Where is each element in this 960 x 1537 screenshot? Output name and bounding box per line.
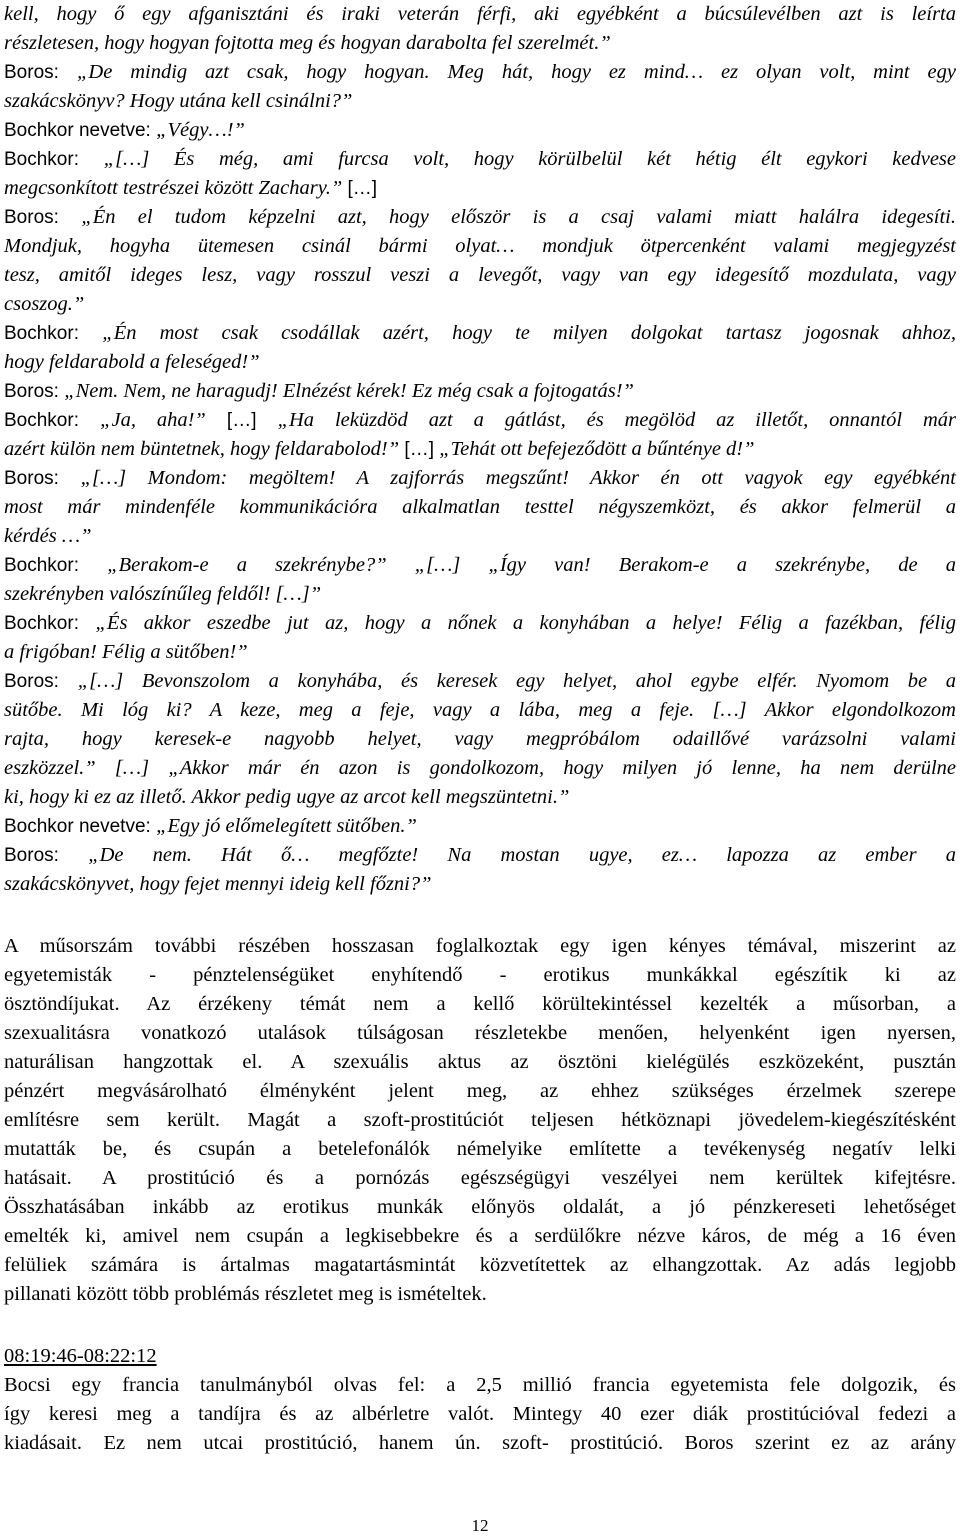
quote-text: tesz, amitől ideges lesz, vagy rosszul veszi a levegőt, vagy van egy idegesítő mozdulata, vagy bbox=[4, 264, 956, 286]
transcript-line bbox=[4, 406, 956, 435]
speaker-label: Boros: bbox=[4, 468, 81, 489]
speaker-label: Bochkor: bbox=[4, 555, 108, 576]
paragraph-line: emelték ki, amivel nem csupán a legkisebbekre és a serdülőkre nézve káros, de még a 16 éven bbox=[4, 1225, 956, 1247]
quote-text: „Végy…!” bbox=[156, 119, 245, 141]
transcript-line bbox=[4, 29, 956, 58]
paragraph-line: naturálisan hangzottak el. A szexuális aktus az ösztöni kielégülés eszközeként, pusztán bbox=[4, 1051, 956, 1073]
quote-text: „És akkor eszedbe jut az, hogy a nőnek a konyhában a helye! Félig a fazékban, félig bbox=[95, 612, 956, 634]
speaker-label: Bochkor: bbox=[4, 613, 96, 634]
quote-text: „De mindig azt csak, hogy hogyan. Meg hát, hogy ez mind… ez olyan volt, mint egy bbox=[76, 61, 956, 83]
transcript-line bbox=[4, 464, 956, 493]
transcript-line bbox=[4, 261, 956, 290]
section-gap bbox=[4, 1309, 956, 1342]
transcript-line bbox=[4, 783, 956, 812]
transcript-line bbox=[4, 725, 956, 754]
quote-text: azért külön nem büntetnek, hogy feldarabolod!” bbox=[4, 438, 400, 460]
transcript-line bbox=[4, 696, 956, 725]
document-page bbox=[4, 0, 956, 1458]
transcript-line bbox=[4, 435, 956, 464]
transcript-line bbox=[4, 319, 956, 348]
timecode: 08:19:46-08:22:12 bbox=[4, 1345, 157, 1367]
quote-text: ki, hogy ki ez az illető. Akkor pedig ugye az arcot kell megszüntetni.” bbox=[4, 786, 570, 808]
paragraph-line: ösztöndíjukat. Az érzékeny témát nem a kellő körültekintéssel kezelték a műsorban, a bbox=[4, 993, 956, 1015]
page-number: 12 bbox=[471, 1516, 489, 1535]
transcript-line bbox=[4, 551, 956, 580]
quote-text: szakácskönyvet, hogy fejet mennyi ideig kell főzni?” bbox=[4, 873, 432, 895]
speaker-label: Boros: bbox=[4, 845, 89, 866]
paragraph-line: A műsorszám további részében hosszasan foglalkoztak egy igen kényes témával, miszerint az bbox=[4, 935, 956, 957]
paragraph-line: Összhatásában inkább az erotikus munkák előnyös oldalát, a jó pénzkereseti lehetőséget bbox=[4, 1196, 956, 1218]
speaker-label: Bochkor: bbox=[4, 149, 104, 170]
quote-text: „[…] Mondom: megöltem! A zajforrás megszűnt! Akkor én ott vagyok egy egyébként bbox=[80, 467, 956, 489]
transcript-line bbox=[4, 638, 956, 667]
quote-text: kell, hogy ő egy afganisztáni és iraki veterán férfi, aki egyébként a búcsúlevélben azt is leírta bbox=[4, 3, 956, 25]
transcript-line bbox=[4, 203, 956, 232]
speaker-label: Bochkor nevetve: bbox=[4, 816, 157, 837]
quote-text: most már mindenféle kommunikációra alkalmatlan testtel négyszemközt, és akkor felmerül a bbox=[4, 496, 956, 518]
quote-text: „[…] Bevonszolom a konyhába, és keresek egy helyet, ahol egybe elfér. Nyomom be a bbox=[77, 670, 956, 692]
section-gap bbox=[4, 899, 956, 932]
paragraph-line: így keresi meg a tandíjra és az albérletre valót. Mintegy 40 ezer diák prostitúcióval fedezi a bbox=[4, 1403, 956, 1425]
transcript-line bbox=[4, 87, 956, 116]
speaker-label: Boros: bbox=[4, 671, 78, 692]
quote-text: rajta, hogy keresek-e nagyobb helyet, vagy megpróbálom odaillővé varázsolni valami bbox=[4, 728, 956, 750]
transcript-line bbox=[4, 870, 956, 899]
transcript-line bbox=[4, 145, 956, 174]
quote-text: a frigóban! Félig a sütőben!” bbox=[4, 641, 248, 663]
transcript-line bbox=[4, 232, 956, 261]
transcript-line bbox=[4, 522, 956, 551]
quote-text: „De nem. Hát ő… megfőzte! Na mostan ugye, ez… lapozza az ember a bbox=[88, 844, 956, 866]
transcript-line bbox=[4, 290, 956, 319]
paragraph-line: hatásait. A prostitúció és a pornózás egészségügyi veszélyei nem kerültek kifejtésre. bbox=[4, 1167, 956, 1189]
speaker-label: […] bbox=[205, 410, 278, 431]
paragraph-line: kiadásait. Ez nem utcai prostitúció, hanem ún. szoft- prostitúció. Boros szerint ez az arány bbox=[4, 1432, 956, 1454]
speaker-label: Bochkor: bbox=[4, 323, 103, 344]
quote-text: „Egy jó előmelegített sütőben.” bbox=[156, 815, 417, 837]
quote-text: „Én el tudom képzelni azt, hogy először is a csaj valami miatt halálra idegesíti. bbox=[81, 206, 956, 228]
quote-text: sütőbe. Mi lóg ki? A keze, meg a feje, vagy a lába, meg a feje. […] Akkor elgondolkozom bbox=[4, 699, 956, 721]
quote-text: „Én most csak csodállak azért, hogy te milyen dolgokat tartasz jogosnak ahhoz, bbox=[102, 322, 956, 344]
speaker-label: […] bbox=[399, 439, 440, 460]
transcript-line bbox=[4, 812, 956, 841]
transcript-line bbox=[4, 609, 956, 638]
quote-text: Mondjuk, hogyha ütemesen csinál bármi olyat… mondjuk ötpercenként valami megjegyzést bbox=[4, 235, 956, 257]
commentary-paragraph bbox=[4, 932, 956, 1309]
quote-text: „[…] És még, ami furcsa volt, hogy körülbelül két hétig élt egykori kedvese bbox=[103, 148, 956, 170]
transcript-line bbox=[4, 493, 956, 522]
speaker-label: Boros: bbox=[4, 207, 82, 228]
speaker-label: Boros: bbox=[4, 381, 65, 402]
paragraph-line: mutatták be, és csupán a betelefonálók némelyike említette a tevékenység negatív lelki bbox=[4, 1138, 956, 1160]
quote-text: „Nem. Nem, ne haragudj! Elnézést kérek! Ez még csak a fojtogatás!” bbox=[64, 380, 634, 402]
bocsi-paragraph bbox=[4, 1371, 956, 1458]
interview-transcript bbox=[4, 0, 956, 899]
transcript-line bbox=[4, 667, 956, 696]
quote-text: szekrényben valószínűleg feldől! […]” bbox=[4, 583, 322, 605]
speaker-label: Bochkor: bbox=[4, 410, 101, 431]
speaker-label: Boros: bbox=[4, 62, 77, 83]
paragraph-line: említésre sem került. Magát a szoft-prostitúciót teljesen hétköznapi jövedelem-kiegészítésként bbox=[4, 1109, 956, 1131]
transcript-line bbox=[4, 174, 956, 203]
paragraph-line: pénzért megvásárolható élményként jelent meg, az ehhez szükséges érzelmek szerepe bbox=[4, 1080, 956, 1102]
speaker-label: Bochkor nevetve: bbox=[4, 120, 157, 141]
transcript-line bbox=[4, 348, 956, 377]
quote-text: „Tehát ott befejeződött a bűnténye d!” bbox=[439, 438, 755, 460]
quote-text: hogy feldarabold a feleséged!” bbox=[4, 351, 260, 373]
quote-text: „Ha leküzdöd azt a gátlást, és megölöd az illetőt, onnantól már bbox=[277, 409, 956, 431]
transcript-line bbox=[4, 580, 956, 609]
quote-text: „Ja, aha!” bbox=[100, 409, 206, 431]
paragraph-line: pillanati között több problémás részletet meg is ismételtek. bbox=[4, 1283, 487, 1305]
paragraph-line: egyetemisták - pénztelenségüket enyhítendő - erotikus munkákkal egészítik ki az bbox=[4, 964, 956, 986]
quote-text: eszközzel.” […] „Akkor már én azon is gondolkozom, hogy milyen jó lenne, ha nem derülne bbox=[4, 757, 956, 779]
quote-text: kérdés …” bbox=[4, 525, 92, 547]
quote-text: csoszog.” bbox=[4, 293, 85, 315]
paragraph-line: Bocsi egy francia tanulmányból olvas fel: a 2,5 millió francia egyetemista fele dolgozik, és bbox=[4, 1374, 956, 1396]
transcript-line bbox=[4, 841, 956, 870]
speaker-label: […] bbox=[342, 178, 378, 199]
transcript-line bbox=[4, 377, 956, 406]
quote-text: „Berakom-e a szekrénybe?” „[…] „Így van! Berakom-e a szekrénybe, de a bbox=[107, 554, 956, 576]
paragraph-line: szexualitásra vonatkozó utalások túlságosan részletekbe menően, helyenként igen nyersen, bbox=[4, 1022, 956, 1044]
transcript-line bbox=[4, 754, 956, 783]
paragraph-line: felüliek számára is ártalmas magatartásmintát közvetítettek az elhangzottak. Az adás legjobb bbox=[4, 1254, 956, 1276]
quote-text: részletesen, hogy hogyan fojtotta meg és hogyan darabolta fel szerelmét.” bbox=[4, 32, 611, 54]
transcript-line bbox=[4, 58, 956, 87]
quote-text: szakácskönyv? Hogy utána kell csinálni?” bbox=[4, 90, 353, 112]
transcript-line bbox=[4, 116, 956, 145]
transcript-line bbox=[4, 0, 956, 29]
quote-text: megcsonkított testrészei között Zachary.” bbox=[4, 177, 343, 199]
